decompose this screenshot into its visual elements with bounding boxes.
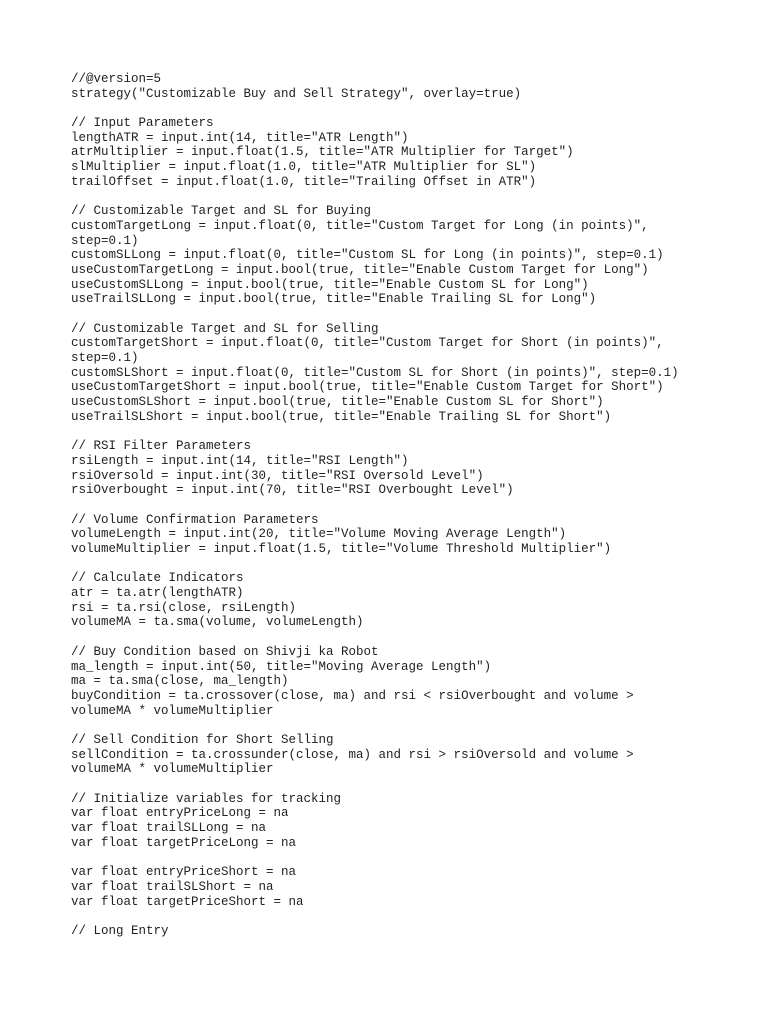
blank-line — [71, 425, 761, 440]
code-line: var float entryPriceShort = na — [71, 865, 297, 880]
code-line: step=0.1) — [71, 233, 139, 248]
code-line: step=0.1) — [71, 351, 139, 366]
code-line: // Sell Condition for Short Selling — [71, 732, 334, 747]
code-line: rsiOversold = input.int(30, title="RSI Oversold Level") — [71, 468, 484, 483]
code-line: trailOffset = input.float(1.0, title="Trailing Offset in ATR") — [71, 174, 537, 189]
code-block — [71, 72, 761, 939]
code-line: rsiOverbought = input.int(70, title="RSI Overbought Level") — [71, 483, 514, 498]
code-line: atrMultiplier = input.float(1.5, title="ATR Multiplier for Target") — [71, 145, 574, 160]
code-line: // RSI Filter Parameters — [71, 439, 252, 454]
blank-line — [71, 307, 761, 322]
code-line: // Calculate Indicators — [71, 571, 244, 586]
code-line: // Input Parameters — [71, 116, 214, 131]
code-line: useCustomSLLong = input.bool(true, title="Enable Custom SL for Long") — [71, 277, 589, 292]
code-line: // Long Entry — [71, 923, 169, 938]
code-line: useTrailSLShort = input.bool(true, title="Enable Trailing SL for Short") — [71, 409, 612, 424]
code-line: useCustomTargetShort = input.bool(true, title="Enable Custom Target for Short") — [71, 380, 664, 395]
code-line: ma = ta.sma(close, ma_length) — [71, 674, 289, 689]
code-line: customTargetLong = input.float(0, title="Custom Target for Long (in points)", — [71, 218, 649, 233]
blank-line — [71, 718, 761, 733]
code-line: // Volume Confirmation Parameters — [71, 512, 319, 527]
code-line: // Initialize variables for tracking — [71, 791, 342, 806]
blank-line — [71, 498, 761, 513]
code-line: volumeMA = ta.sma(volume, volumeLength) — [71, 615, 364, 630]
code-line: volumeMA * volumeMultiplier — [71, 703, 274, 718]
code-line: var float trailSLLong = na — [71, 821, 267, 836]
code-line: // Buy Condition based on Shivji ka Robot — [71, 644, 379, 659]
code-line: sellCondition = ta.crossunder(close, ma) and rsi > rsiOversold and volume > — [71, 747, 634, 762]
code-line: rsi = ta.rsi(close, rsiLength) — [71, 600, 297, 615]
code-line: //@version=5 — [71, 72, 162, 86]
code-line: var float entryPriceLong = na — [71, 806, 289, 821]
blank-line — [71, 557, 761, 572]
code-line: useCustomSLShort = input.bool(true, title="Enable Custom SL for Short") — [71, 395, 604, 410]
code-line: buyCondition = ta.crossover(close, ma) and rsi < rsiOverbought and volume > — [71, 688, 634, 703]
code-line: rsiLength = input.int(14, title="RSI Length") — [71, 453, 409, 468]
blank-line — [71, 909, 761, 924]
code-line: strategy("Customizable Buy and Sell Strategy", overlay=true) — [71, 86, 522, 101]
blank-line — [71, 101, 761, 116]
code-line: var float trailSLShort = na — [71, 879, 274, 894]
code-line: ma_length = input.int(50, title="Moving Average Length") — [71, 659, 492, 674]
code-line: volumeMultiplier = input.float(1.5, title="Volume Threshold Multiplier") — [71, 542, 612, 556]
code-line: customSLLong = input.float(0, title="Custom SL for Long (in points)", step=0.1) — [71, 248, 664, 263]
code-line: var float targetPriceShort = na — [71, 894, 304, 909]
code-line: slMultiplier = input.float(1.0, title="ATR Multiplier for SL") — [71, 160, 537, 175]
blank-line — [71, 777, 761, 792]
code-line: useCustomTargetLong = input.bool(true, title="Enable Custom Target for Long") — [71, 262, 649, 277]
code-line: volumeMA * volumeMultiplier — [71, 762, 274, 777]
blank-line — [71, 630, 761, 645]
code-line: lengthATR = input.int(14, title="ATR Length") — [71, 130, 409, 145]
code-line: customSLShort = input.float(0, title="Custom SL for Short (in points)", step=0.1) — [71, 365, 679, 380]
code-line: volumeLength = input.int(20, title="Volume Moving Average Length") — [71, 527, 567, 542]
code-line: customTargetShort = input.float(0, title="Custom Target for Short (in points)", — [71, 336, 664, 351]
code-line: // Customizable Target and SL for Buying — [71, 204, 372, 219]
code-line: var float targetPriceLong = na — [71, 835, 297, 850]
code-line: // Customizable Target and SL for Selling — [71, 321, 379, 336]
code-line: atr = ta.atr(lengthATR) — [71, 586, 244, 601]
blank-line — [71, 190, 761, 205]
code-line: useTrailSLLong = input.bool(true, title="Enable Trailing SL for Long") — [71, 292, 597, 307]
blank-line — [71, 850, 761, 865]
